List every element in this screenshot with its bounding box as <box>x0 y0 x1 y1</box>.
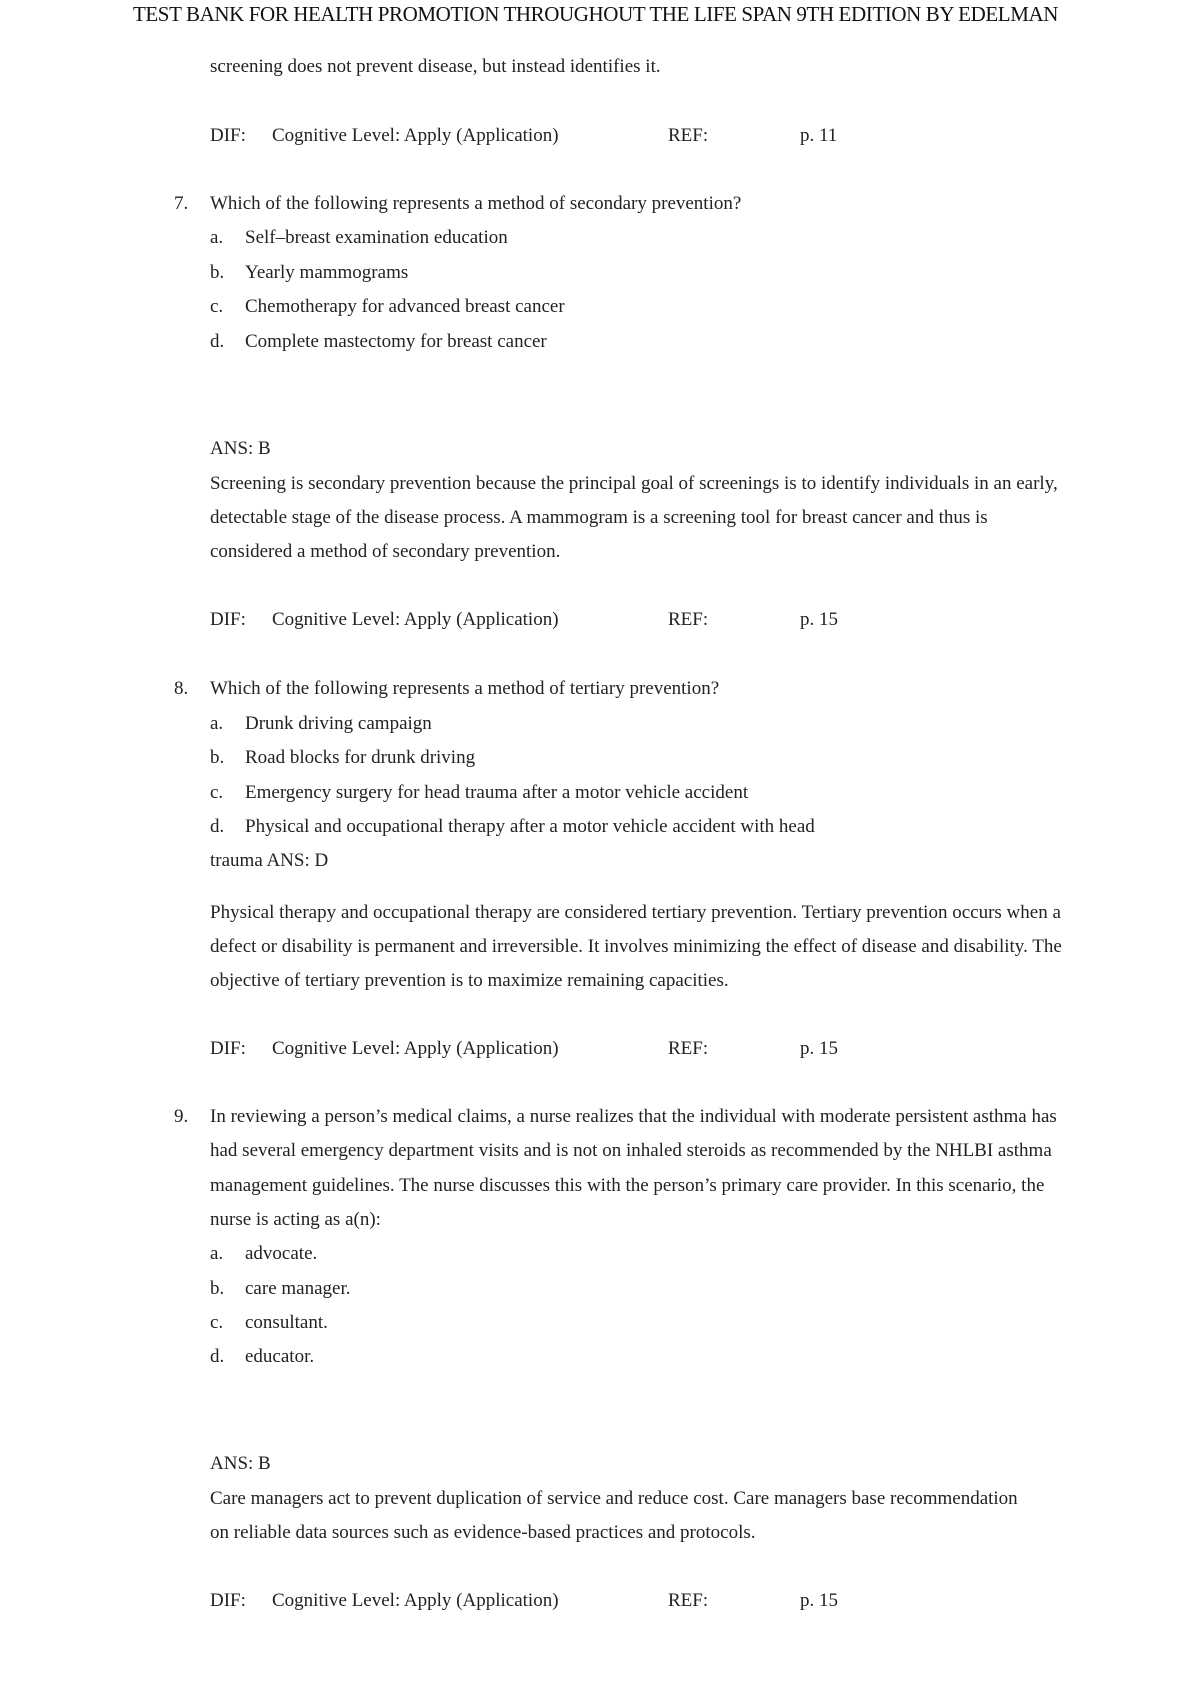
dif-cognitive-level: Cognitive Level: Apply (Application) <box>272 1038 559 1059</box>
option-letter: d. <box>210 1346 225 1367</box>
ref-page: p. 15 <box>800 609 838 630</box>
answer: ANS: B <box>210 1453 271 1474</box>
question-stem: Which of the following represents a method of tertiary prevention? <box>210 678 720 699</box>
question-number: 7. <box>174 193 189 214</box>
rationale-line: Care managers act to prevent duplication of service and reduce cost. Care managers base recommendation <box>210 1488 1018 1509</box>
ref-label: REF: <box>668 125 709 146</box>
question-stem: had several emergency department visits and is not on inhaled steroids as recommended by the NHLBI asthma <box>210 1140 1052 1161</box>
dif-cognitive-level: Cognitive Level: Apply (Application) <box>272 1590 559 1611</box>
option-letter: b. <box>210 747 225 768</box>
ref-label: REF: <box>668 609 709 630</box>
dif-label: DIF: <box>210 125 246 146</box>
ref-page: p. 15 <box>800 1038 838 1059</box>
dif-cognitive-level: Cognitive Level: Apply (Application) <box>272 125 559 146</box>
rationale-line: objective of tertiary prevention is to maximize remaining capacities. <box>210 970 729 991</box>
option-text: Physical and occupational therapy after a motor vehicle accident with head <box>245 816 815 837</box>
rationale-line: detectable stage of the disease process. A mammogram is a screening tool for breast cancer and thus is <box>210 507 988 528</box>
option-text: Complete mastectomy for breast cancer <box>245 331 547 352</box>
option-letter: b. <box>210 262 225 283</box>
answer: ANS: B <box>210 438 271 459</box>
question-stem: management guidelines. The nurse discusses this with the person’s primary care provider. In this scenario, the <box>210 1175 1045 1196</box>
answer: trauma ANS: D <box>210 850 329 871</box>
option-text: Emergency surgery for head trauma after a motor vehicle accident <box>245 782 749 803</box>
question-stem: In reviewing a person’s medical claims, a nurse realizes that the individual with moderate persistent asthma has <box>210 1106 1057 1127</box>
option-text: consultant. <box>245 1312 328 1333</box>
option-text: advocate. <box>245 1243 318 1264</box>
option-letter: b. <box>210 1278 225 1299</box>
option-text: educator. <box>245 1346 315 1367</box>
option-text: Chemotherapy for advanced breast cancer <box>245 296 565 317</box>
ref-label: REF: <box>668 1038 709 1059</box>
option-text: Self–breast examination education <box>245 227 508 248</box>
option-letter: d. <box>210 331 225 352</box>
option-letter: a. <box>210 227 224 248</box>
dif-label: DIF: <box>210 609 246 630</box>
page-header-title: TEST BANK FOR HEALTH PROMOTION THROUGHOUT THE LIFE SPAN 9TH EDITION BY EDELMAN <box>132 2 1059 26</box>
rationale-line: defect or disability is permanent and irreversible. It involves minimizing the effect of disease and disability. The <box>210 936 1062 957</box>
question-number: 8. <box>174 678 189 699</box>
ref-label: REF: <box>668 1590 709 1611</box>
option-text: Yearly mammograms <box>245 262 409 283</box>
dif-label: DIF: <box>210 1038 246 1059</box>
option-letter: c. <box>210 296 224 317</box>
ref-page: p. 11 <box>800 125 838 146</box>
question-stem: nurse is acting as a(n): <box>210 1209 381 1230</box>
option-text: care manager. <box>245 1278 351 1299</box>
option-letter: c. <box>210 1312 224 1333</box>
option-letter: a. <box>210 1243 224 1264</box>
question-number: 9. <box>174 1106 189 1127</box>
ref-page: p. 15 <box>800 1590 838 1611</box>
question-stem: Which of the following represents a method of secondary prevention? <box>210 193 742 214</box>
option-text: Road blocks for drunk driving <box>245 747 476 768</box>
option-letter: c. <box>210 782 224 803</box>
dif-label: DIF: <box>210 1590 246 1611</box>
rationale-line: Screening is secondary prevention because the principal goal of screenings is to identify individuals in an early, <box>210 473 1058 494</box>
option-text: Drunk driving campaign <box>245 713 432 734</box>
rationale-line: Physical therapy and occupational therapy are considered tertiary prevention. Tertiary prevention occurs when a <box>210 902 1061 923</box>
rationale-line: considered a method of secondary prevention. <box>210 541 561 562</box>
carryover-rationale: screening does not prevent disease, but instead identifies it. <box>210 56 661 77</box>
rationale-line: on reliable data sources such as evidence-based practices and protocols. <box>210 1522 756 1543</box>
option-letter: a. <box>210 713 224 734</box>
option-letter: d. <box>210 816 225 837</box>
dif-cognitive-level: Cognitive Level: Apply (Application) <box>272 609 559 630</box>
